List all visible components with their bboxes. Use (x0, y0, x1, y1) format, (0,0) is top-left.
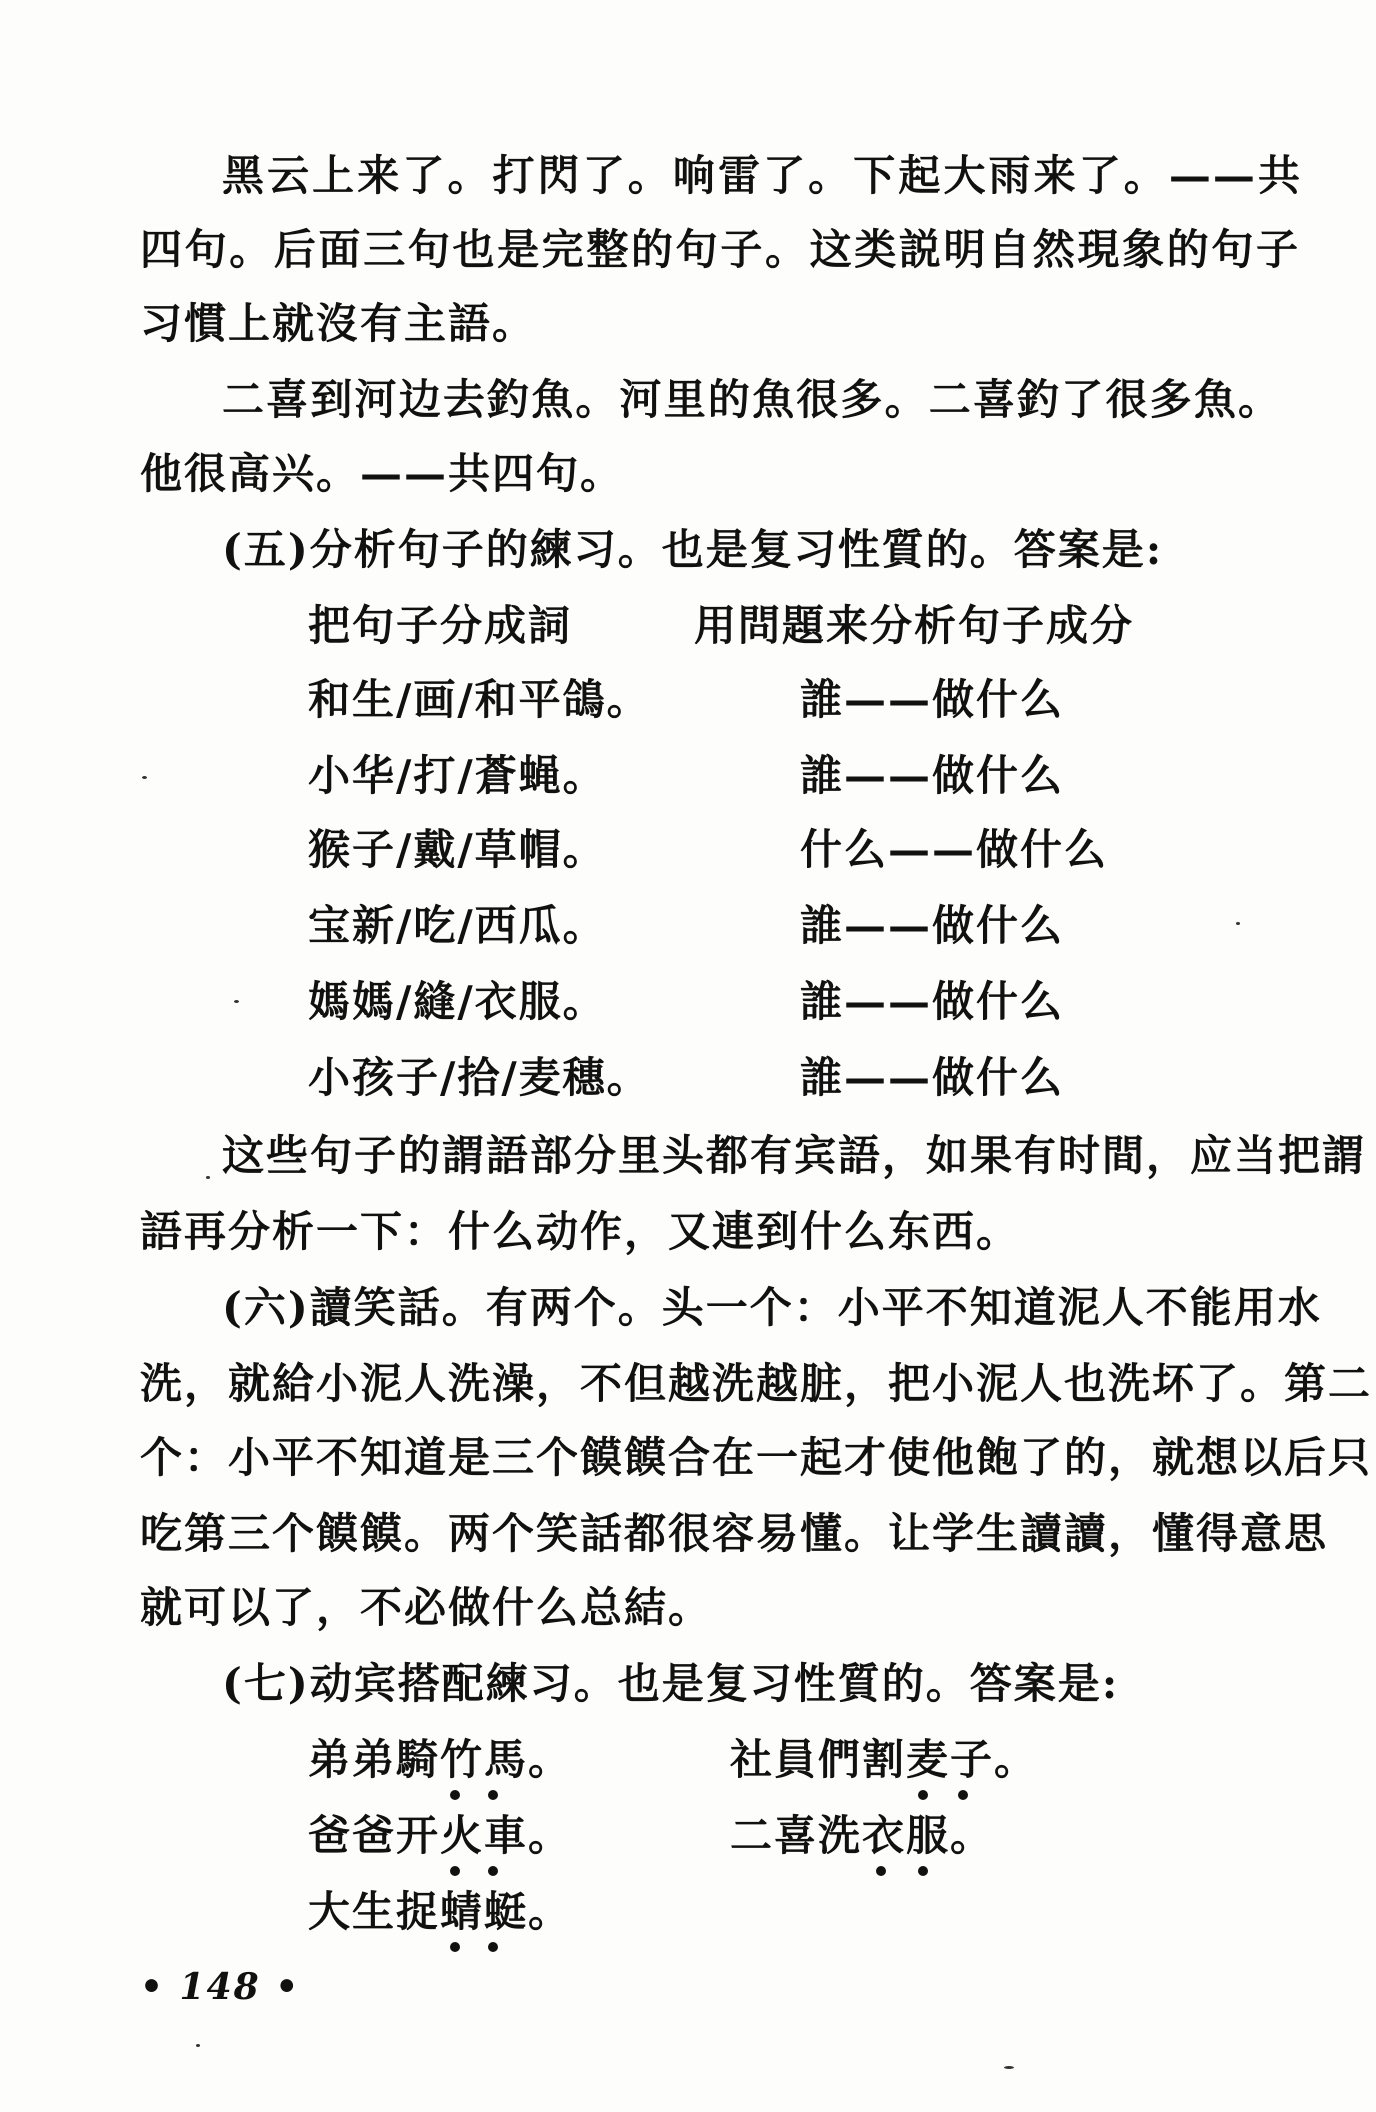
text-line: 这些句子的謂語部分里头都有宾語，如果有时間，应当把謂 (222, 1131, 1367, 1180)
text-line: 洗，就給小泥人洗澡，不但越洗越脏，把小泥人也洗坏了。第二 (140, 1359, 1373, 1408)
table-row-right: 誰——做什么 (800, 977, 1065, 1026)
emphasis-dots (446, 1790, 506, 1804)
section-heading-7: (七)动宾搭配練习。也是复习性質的。答案是: (222, 1659, 1120, 1708)
table-row-left: 媽媽/縫/衣服。 (308, 977, 607, 1026)
text-line: 黑云上来了。打閃了。响雷了。下起大雨来了。——共 (222, 151, 1302, 200)
answer-sentence: 大生捉蜻蜓。 (308, 1887, 573, 1936)
table-row-left: 小华/打/蒼蝇。 (308, 751, 607, 800)
answer-sentence: 爸爸开火車。 (308, 1811, 573, 1860)
text-line: 四句。后面三句也是完整的句子。这类説明自然現象的句子 (140, 225, 1300, 274)
scan-speck (142, 776, 147, 779)
table-row-left: 和生/画/和平鴿。 (308, 675, 651, 724)
text-line: 就可以了，不必做什么总結。 (140, 1583, 713, 1632)
scan-speck (1236, 922, 1240, 925)
answer-sentence: 二喜洗衣服。 (730, 1811, 995, 1860)
scan-speck (1004, 2066, 1014, 2069)
page-number: • 148 • (140, 1966, 301, 2008)
emphasis-dots (914, 1790, 974, 1804)
scan-speck (234, 1000, 239, 1003)
emphasis-dots (446, 1866, 506, 1880)
table-row-right: 誰——做什么 (800, 901, 1065, 950)
text-line: 二喜到河边去釣魚。河里的魚很多。二喜釣了很多魚。 (222, 375, 1282, 424)
emphasis-dots (870, 1866, 930, 1880)
text-line: 吃第三个饃饃。两个笑話都很容易懂。让学生讀讀，懂得意思 (140, 1509, 1329, 1558)
text-line: 习慣上就沒有主語。 (140, 299, 537, 348)
table-header-left: 把句子分成詞 (308, 601, 573, 650)
table-row-left: 宝新/吃/西瓜。 (308, 901, 607, 950)
text-line: 他很高兴。——共四句。 (140, 449, 625, 498)
answer-sentence: 社員們割麦子。 (730, 1735, 1039, 1784)
section-heading-5: (五)分析句子的練习。也是复习性質的。答案是: (222, 525, 1164, 574)
table-row-right: 誰——做什么 (800, 1053, 1065, 1102)
scan-speck (196, 2044, 200, 2047)
table-header-right: 用問題来分析句子成分 (694, 601, 1135, 650)
text-line: 語再分析一下：什么动作，又連到什么东西。 (140, 1207, 1021, 1256)
table-row-right: 誰——做什么 (800, 675, 1065, 724)
table-row-left: 小孩子/拾/麦穗。 (308, 1053, 651, 1102)
answer-sentence: 弟弟騎竹馬。 (308, 1735, 573, 1784)
text-line: 个：小平不知道是三个饃饃合在一起才使他飽了的，就想以后只 (140, 1433, 1373, 1482)
table-row-right: 誰——做什么 (800, 751, 1065, 800)
table-row-left: 猴子/戴/草帽。 (308, 825, 607, 874)
section-heading-6: (六)讀笑話。有两个。头一个：小平不知道泥人不能用水 (222, 1283, 1322, 1332)
table-row-right: 什么——做什么 (800, 825, 1109, 874)
scan-speck (206, 1176, 210, 1179)
emphasis-dots (446, 1942, 506, 1956)
